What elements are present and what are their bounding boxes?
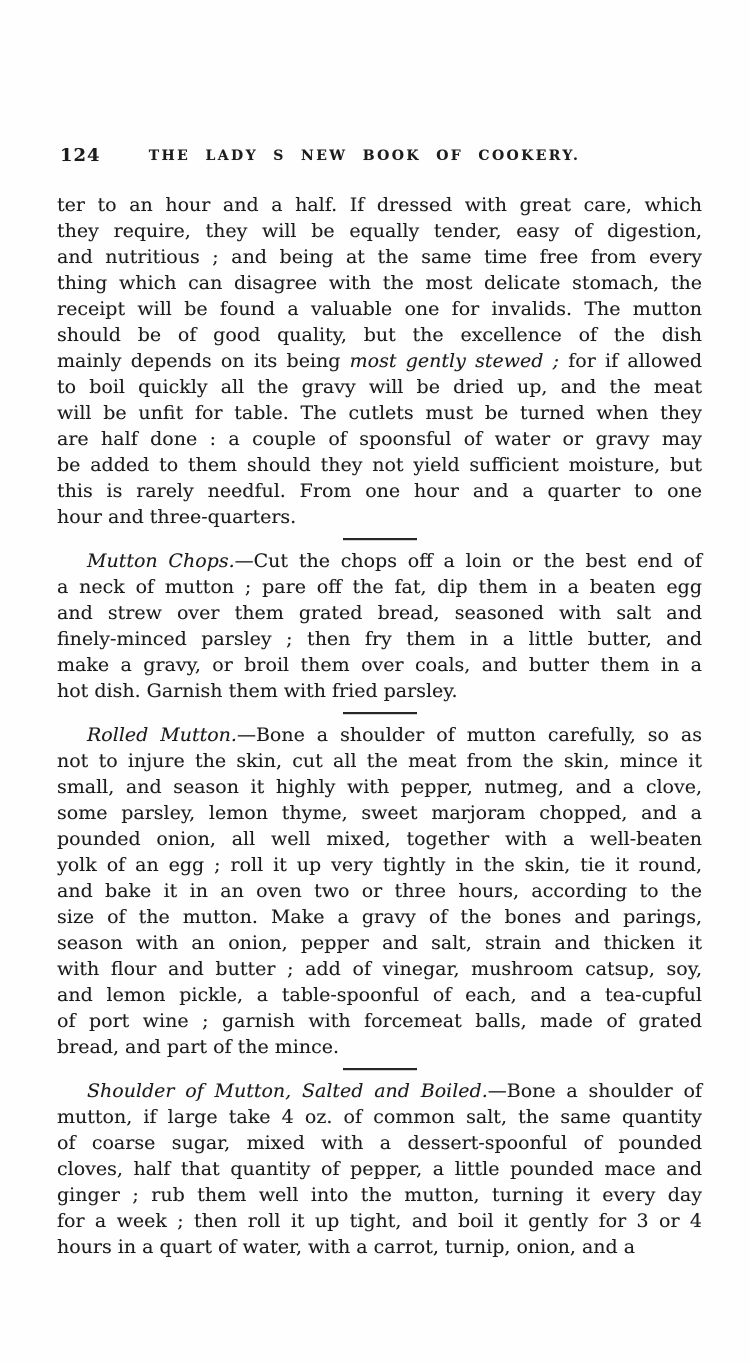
text-line: season with an onion, pepper and salt, strain and thicken it (57, 932, 702, 954)
text-line: and nutritious ; and being at the same time free from every (57, 246, 702, 268)
continuation-paragraph-stewed-mutton (57, 192, 702, 530)
text-line: thing which can disagree with the most delicate stomach, the (57, 272, 702, 294)
text-line: Mutton Chops.—Cut the chops off a loin or the best end of (87, 550, 702, 572)
text-line: hot dish. Garnish them with fried parsley. (57, 680, 458, 702)
text-line: and strew over them grated bread, seasoned with salt and (57, 602, 702, 624)
divider-rule (343, 538, 417, 540)
page-number: 124 (60, 145, 101, 166)
text-line: Shoulder of Mutton, Salted and Boiled.—Bone a shoulder of (87, 1080, 703, 1102)
text-line: hours in a quart of water, with a carrot, turnip, onion, and a (57, 1236, 636, 1258)
text-line: a neck of mutton ; pare off the fat, dip them in a beaten egg (57, 576, 702, 598)
text-line: of port wine ; garnish with forcemeat balls, made of grated (57, 1010, 702, 1032)
text-line: they require, they will be equally tender, easy of digestion, (57, 220, 702, 242)
text-line: mainly depends on its being most gently stewed ; for if allowed (57, 350, 702, 372)
section-divider (57, 1060, 702, 1078)
text-line: to boil quickly all the gravy will be dried up, and the meat (57, 376, 702, 398)
text-line: and lemon pickle, a table-spoonful of each, and a tea-cupful (57, 984, 702, 1006)
divider-rule (343, 712, 417, 714)
text-line: small, and season it highly with pepper, nutmeg, and a clove, (57, 776, 702, 798)
text-line: size of the mutton. Make a gravy of the bones and parings, (57, 906, 702, 928)
text-line: not to injure the skin, cut all the meat from the skin, mince it (57, 750, 702, 772)
section-divider (57, 530, 702, 548)
text-line: make a gravy, or broil them over coals, and butter them in a (57, 654, 702, 676)
recipe-mutton-chops (57, 548, 702, 704)
text-line: pounded onion, all well mixed, together with a well-beaten (57, 828, 702, 850)
text-line: Rolled Mutton.—Bone a shoulder of mutton carefully, so as (87, 724, 703, 746)
divider-rule (343, 1068, 417, 1070)
running-head (57, 144, 702, 170)
recipe-shoulder-of-mutton-salted-and-boiled (57, 1078, 702, 1260)
page-body (57, 192, 702, 1260)
text-line: ter to an hour and a half. If dressed with great care, which (57, 194, 702, 216)
text-line: with flour and butter ; add of vinegar, mushroom catsup, soy, (57, 958, 702, 980)
text-line: mutton, if large take 4 oz. of common salt, the same quantity (57, 1106, 702, 1128)
text-line: hour and three-quarters. (57, 506, 297, 528)
text-line: yolk of an egg ; roll it up very tightly in the skin, tie it round, (57, 854, 702, 876)
text-line: this is rarely needful. From one hour and a quarter to one (57, 480, 702, 502)
text-line: be added to them should they not yield sufficient moisture, but (57, 454, 702, 476)
text-line: some parsley, lemon thyme, sweet marjoram chopped, and a (57, 802, 702, 824)
text-line: receipt will be found a valuable one for invalids. The mutton (57, 298, 702, 320)
text-line: will be unfit for table. The cutlets must be turned when they (57, 402, 702, 424)
text-line: finely-minced parsley ; then fry them in a little butter, and (57, 628, 702, 650)
text-line: for a week ; then roll it up tight, and boil it gently for 3 or 4 (57, 1210, 702, 1232)
running-title: THE LADY S NEW BOOK OF COOKERY. (148, 148, 581, 164)
text-line: and bake it in an oven two or three hours, according to the (57, 880, 702, 902)
section-divider (57, 704, 702, 722)
text-line: are half done : a couple of spoonsful of water or gravy may (57, 428, 702, 450)
text-line: bread, and part of the mince. (57, 1036, 339, 1058)
recipe-rolled-mutton (57, 722, 702, 1060)
text-line: ginger ; rub them well into the mutton, turning it every day (57, 1184, 702, 1206)
text-line: should be of good quality, but the excellence of the dish (57, 324, 702, 346)
text-line: of coarse sugar, mixed with a dessert-spoonful of pounded (57, 1132, 702, 1154)
text-line: cloves, half that quantity of pepper, a little pounded mace and (57, 1158, 702, 1180)
